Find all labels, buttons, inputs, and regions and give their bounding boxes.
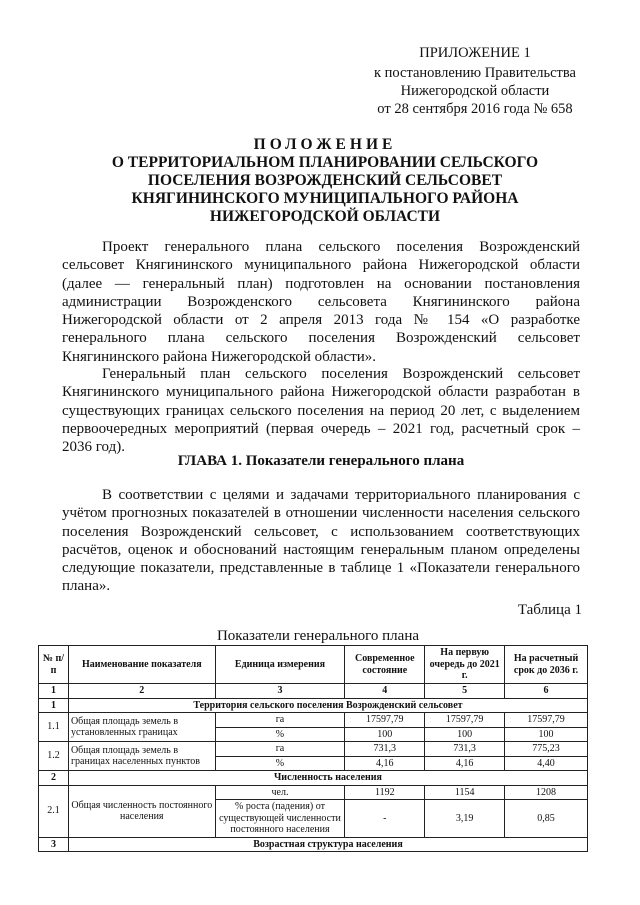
colnum: 5 — [425, 684, 505, 699]
table-section-row — [39, 837, 588, 852]
table-section-row — [39, 771, 588, 786]
header-name: Наименование показателя — [68, 646, 215, 684]
section-num: 2 — [39, 771, 69, 786]
paragraph-indicators: В соответствии с целями и задачами территориального планирования с учётом прогнозных показателей в отношении численности населения сельского поселения Возрожденский сельсовет, с использованием соответствующих расчётов, оценок и обоснований настоящим генеральным планом определены следующие показатели, представленные в таблице 1 «Показатели генерального плана». — [62, 487, 580, 595]
title-line: КНЯГИНИНСКОГО МУНИЦИПАЛЬНОГО РАЙОНА — [131, 190, 519, 207]
row-final-term: 1208 — [505, 785, 588, 800]
row-current: 4,16 — [345, 756, 425, 771]
table-caption: Показатели генерального плана — [216, 628, 420, 644]
table-colnum-row — [39, 684, 588, 699]
title-line: ПОСЕЛЕНИЯ ВОЗРОЖДЕНСКИЙ СЕЛЬСОВЕТ — [147, 172, 503, 189]
section-num: 1 — [39, 698, 69, 713]
row-name: Общая площадь земель в установленных границах — [68, 713, 215, 742]
table-label: Таблица 1 — [517, 602, 582, 618]
title-line: О ТЕРРИТОРИАЛЬНОМ ПЛАНИРОВАНИИ СЕЛЬСКОГО — [111, 154, 539, 171]
colnum: 4 — [345, 684, 425, 699]
title-line: НИЖЕГОРОДСКОЙ ОБЛАСТИ — [209, 208, 441, 225]
row-final-term: 775,23 — [505, 742, 588, 757]
row-first-stage: 731,3 — [425, 742, 505, 757]
header-num: № п/п — [39, 646, 69, 684]
row-final-term: 4,40 — [505, 756, 588, 771]
section-title: Территория сельского поселения Возрожденский сельсовет — [68, 698, 587, 713]
row-unit: га — [215, 713, 345, 728]
row-unit: чел. — [215, 785, 345, 800]
table-row — [39, 742, 588, 757]
row-unit: % — [215, 756, 345, 771]
row-unit: га — [215, 742, 345, 757]
appendix-heading: ПРИЛОЖЕНИЕ 1 — [419, 45, 531, 61]
chapter-heading: ГЛАВА 1. Показатели генерального плана — [177, 453, 465, 469]
row-name: Общая площадь земель в границах населенных пунктов — [68, 742, 215, 771]
document-title — [60, 136, 590, 226]
row-current: 731,3 — [345, 742, 425, 757]
table-header-row — [39, 646, 588, 684]
colnum: 6 — [505, 684, 588, 699]
row-unit: % роста (падения) от существующей численности постоянного населения — [215, 800, 345, 838]
appendix-line: от 28 сентября 2016 года № 658 — [377, 101, 573, 117]
paragraph-plan-period: Генеральный план сельского поселения Возрожденский сельсовет Княгининского муниципального района Нижегородской области разработан в существующих границах сельского поселения на период 20 лет, с выделением первоочередных мероприятий (первая очередь – 2021 год, расчетный срок – 2036 год). — [62, 366, 580, 456]
row-unit: % — [215, 727, 345, 742]
paragraph-intro: Проект генерального плана сельского поселения Возрожденский сельсовет Княгининского муниципального района Нижегородской области (далее — генеральный план) подготовлен на основании постановления администрации Возрожденского сельсовета Княгининского района Нижегородской области от 2 апреля 2013 года № 154 «О разработке генерального плана сельского поселения Возрожденский сельсовет Княгининского района Нижегородской области». — [62, 239, 580, 365]
row-first-stage: 4,16 — [425, 756, 505, 771]
row-first-stage: 100 — [425, 727, 505, 742]
row-current: 1192 — [345, 785, 425, 800]
appendix-line: к постановлению Правительства — [374, 65, 576, 81]
section-num: 3 — [39, 837, 69, 852]
indicators-table — [38, 645, 588, 852]
section-title: Численность населения — [68, 771, 587, 786]
colnum: 1 — [39, 684, 69, 699]
row-first-stage: 1154 — [425, 785, 505, 800]
header-current: Современное состояние — [345, 646, 425, 684]
colnum: 3 — [215, 684, 345, 699]
row-num: 2.1 — [39, 785, 69, 837]
table-row — [39, 713, 588, 728]
title-spaced: ПОЛОЖЕНИЕ — [253, 136, 397, 153]
row-name: Общая численность постоянного населения — [68, 785, 215, 837]
row-final-term: 100 — [505, 727, 588, 742]
header-first-stage: На первую очередь до 2021 г. — [425, 646, 505, 684]
header-final-term: На расчетный срок до 2036 г. — [505, 646, 588, 684]
colnum: 2 — [68, 684, 215, 699]
table-row — [39, 785, 588, 800]
row-current: - — [345, 800, 425, 838]
row-num: 1.1 — [39, 713, 69, 742]
appendix-line: Нижегородской области — [400, 83, 550, 99]
row-first-stage: 3,19 — [425, 800, 505, 838]
section-title: Возрастная структура населения — [68, 837, 587, 852]
table-section-row — [39, 698, 588, 713]
row-num: 1.2 — [39, 742, 69, 771]
header-unit: Единица измерения — [215, 646, 345, 684]
row-current: 17597,79 — [345, 713, 425, 728]
row-current: 100 — [345, 727, 425, 742]
appendix-block — [330, 44, 620, 118]
row-final-term: 17597,79 — [505, 713, 588, 728]
row-final-term: 0,85 — [505, 800, 588, 838]
row-first-stage: 17597,79 — [425, 713, 505, 728]
